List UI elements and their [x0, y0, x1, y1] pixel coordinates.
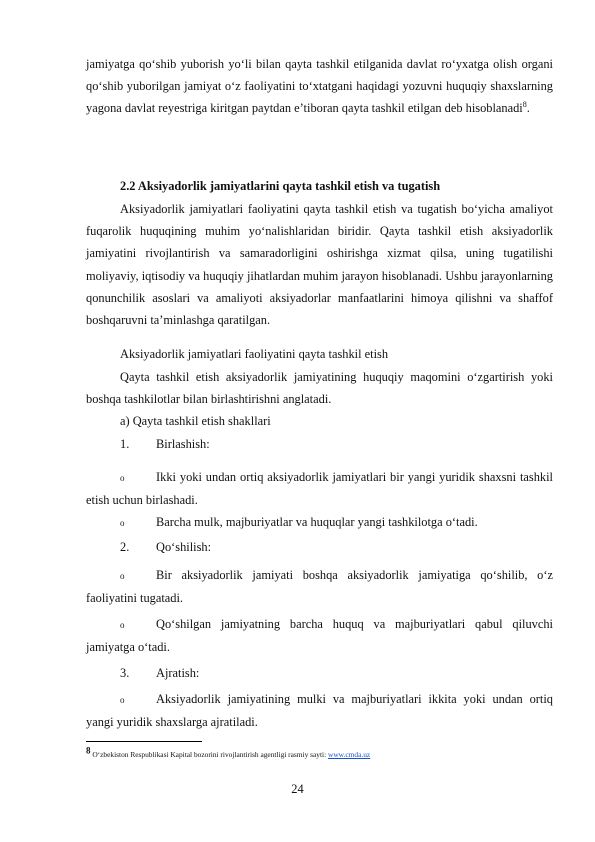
- list-item-3-number: 3.: [120, 666, 130, 680]
- bullet-text: Qo‘shilgan jamiyatning barcha huquq va majburiyatlari qabul qiluvchi jamiyatga o‘tadi.: [86, 617, 553, 655]
- bullet-text: Aksiyadorlik jamiyatining mulki va majburiyatlari ikkita yoki undan ortiq yangi yuridik shaxslarga ajratiladi.: [86, 692, 553, 730]
- bullet-icon: o: [120, 620, 125, 630]
- section-paragraph-1: Aksiyadorlik jamiyatlari faoliyatini qayta tashkil etish va tugatish bo‘yicha amaliyot fuqarolik huquqining muhim yo‘nalishlaridan biridir. Qayta tashkil etish aksiyadorlik jamiyatini rivojlantirish va samaradorligini oshirishga xizmat qilsa, uning tugatilishi moliyaviy, iqtisodiy va huquqiy jihatlardan muhim jarayon hisoblanadi. Ushbu jarayonlarning qonunchilik asoslari va amaliyoti aksiyadorlar manfaatlarini himoya qilishni va shaffof boshqaruvni ta’minlashga qaratilgan.: [86, 202, 553, 328]
- list-item-1-bullet-2: [86, 511, 553, 534]
- footnote-text: O‘zbekiston Respublikasi Kapital bozorini rivojlantirish agentligi rasmiy sayti:: [90, 750, 328, 759]
- footnote-reference[interactable]: 8: [522, 100, 527, 110]
- list-item-1-bullet-1: [86, 466, 553, 511]
- section-subtitle: Aksiyadorlik jamiyatlari faoliyatini qayta tashkil etish: [120, 347, 389, 361]
- list-item-1-number: 1.: [120, 437, 130, 451]
- page-number: 24: [291, 782, 304, 796]
- intro-end: .: [526, 101, 530, 116]
- bullet-icon: o: [120, 571, 125, 581]
- intro-text: jamiyatga qo‘shib yuborish yo‘li bilan qayta tashkil etilganida davlat ro‘yxatga olish organi qo‘shib yuborilgan jamiyat o‘z faoliyatini to‘xtatgani haqidagi yozuvni huquqiy shaxslarning yagona davlat reyestriga kiritgan paytdan e’tiboran qayta tashkil etilgan deb hisoblanadi: [86, 57, 553, 116]
- bullet-icon: o: [120, 473, 125, 483]
- list-item-3-label: Ajratish:: [156, 666, 200, 680]
- bullet-text: Bir aksiyadorlik jamiyati boshqa aksiyadorlik jamiyatiga qo‘shilib, o‘z faoliyatini tugatadi.: [86, 568, 553, 606]
- list-item-2-number: 2.: [120, 540, 130, 554]
- footnote-number: 8: [86, 745, 91, 756]
- bullet-text: Barcha mulk, majburiyatlar va huquqlar yangi tashkilotga o‘tadi.: [156, 515, 478, 529]
- bullet-icon: o: [120, 695, 125, 705]
- section-paragraph-2: Qayta tashkil etish aksiyadorlik jamiyatining huquqiy maqomini o‘zgartirish yoki boshqa tashkilotlar bilan birlashtirishni anglatadi.: [86, 370, 553, 407]
- list-item-2-bullet-1: [86, 564, 553, 609]
- footnote: [86, 745, 371, 761]
- bullet-icon: o: [120, 518, 125, 528]
- list-item-2-label: Qo‘shilish:: [156, 540, 212, 554]
- footnote-separator: [86, 741, 202, 742]
- footnote-link[interactable]: www.cmda.uz: [328, 750, 371, 759]
- bullet-text: Ikki yoki undan ortiq aksiyadorlik jamiyatlari bir yangi yuridik shaxsni tashkil etish uchun birlashadi.: [86, 470, 553, 508]
- list-item-1-label: Birlashish:: [156, 437, 210, 451]
- list-item-2-bullet-2: [86, 613, 553, 658]
- forms-title: a) Qayta tashkil etish shakllari: [120, 414, 271, 428]
- section-heading: 2.2 Aksiyadorlik jamiyatlarini qayta tashkil etish va tugatish: [120, 179, 441, 193]
- intro-paragraph: [86, 53, 553, 120]
- list-item-3-bullet-1: [86, 688, 553, 733]
